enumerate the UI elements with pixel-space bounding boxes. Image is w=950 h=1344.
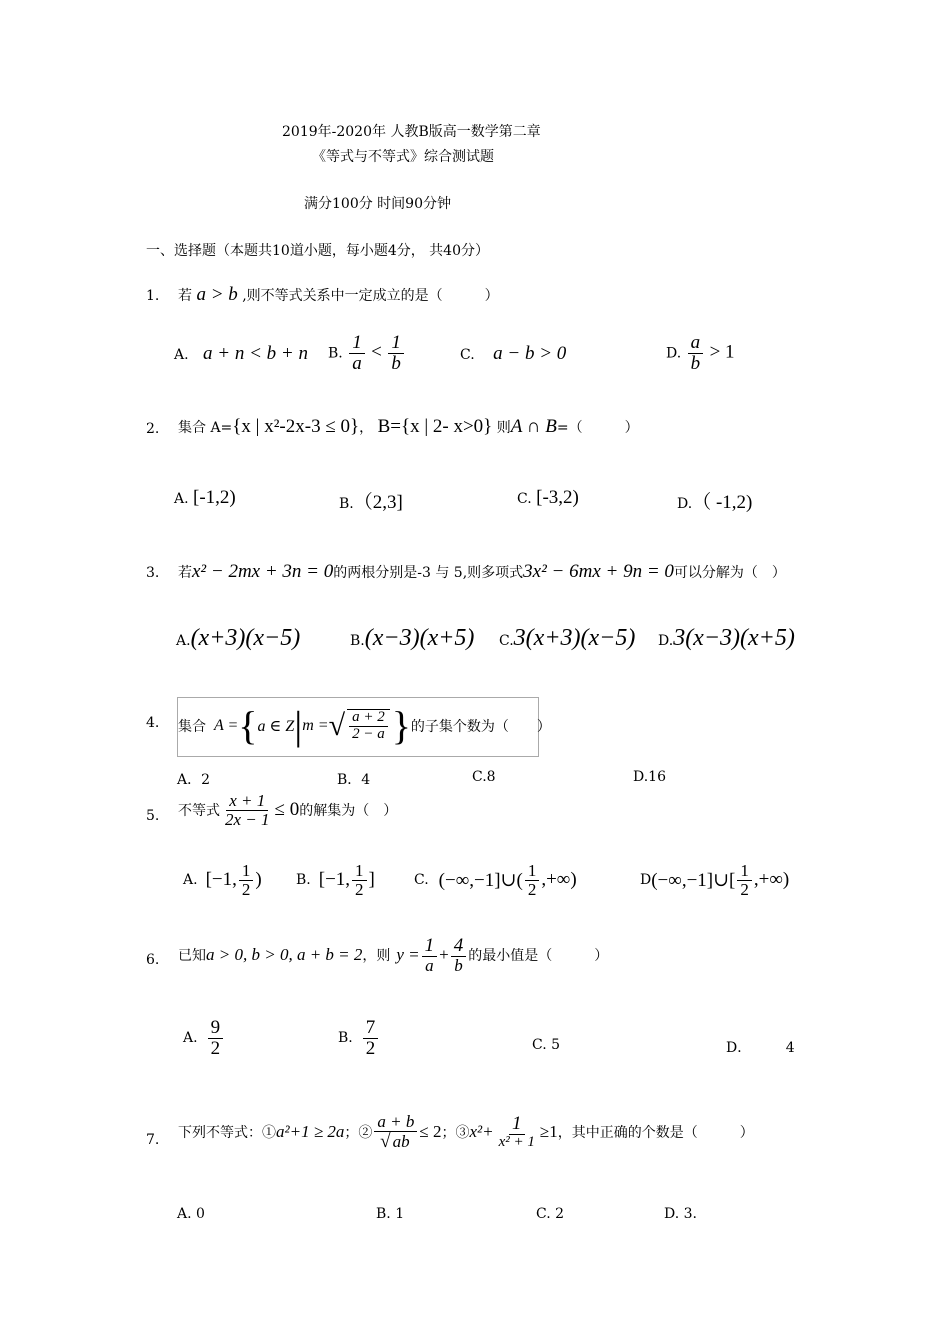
option-value: （ -1,2): [692, 492, 753, 513]
question-number: 1.: [146, 288, 160, 304]
fraction: $\frac{7}{2}$: [363, 1018, 379, 1059]
option-c: C. 2: [536, 1206, 565, 1222]
option-value: 3(x+3)(x−5): [513, 625, 636, 651]
option-label: B.: [328, 345, 343, 362]
fraction: $\frac{1}{a}$: [422, 936, 438, 975]
stem-text: ，其中正确的个数是（ ）: [557, 1125, 754, 1142]
question-number: 6.: [146, 952, 160, 968]
stem-text: 的解集为（ ）: [299, 803, 398, 820]
radical-fraction: $\frac{a + 2}{2 - a}$: [347, 709, 390, 743]
question-stem: [178, 416, 639, 438]
fraction: $\frac{1}{2}$: [239, 862, 254, 899]
option-value: （2,3]: [353, 492, 403, 513]
option-c: [517, 487, 579, 509]
question-stem: [178, 700, 551, 752]
option-d: [666, 333, 735, 374]
stem-text: 则: [496, 420, 511, 436]
option-a: [176, 625, 300, 652]
stem-text: 的两根分别是-3 与 5,则多项式: [333, 565, 524, 581]
stem-text: ；③: [441, 1125, 470, 1142]
set-divider: |: [294, 703, 303, 748]
option-d: D. 3.: [664, 1206, 697, 1222]
sqrt-icon: √: [380, 1130, 391, 1152]
option-label: A.: [183, 1030, 198, 1047]
option-label: D: [640, 872, 652, 889]
question-number: 3.: [146, 565, 160, 581]
stem-text: =（ ）: [556, 420, 639, 436]
option-label: B.: [350, 633, 365, 649]
math-condition: a > 0, b > 0, a + b = 2: [206, 945, 363, 965]
option-label: C.: [517, 491, 532, 507]
option-label: A.: [183, 872, 198, 889]
option-label: B.: [338, 1030, 353, 1047]
option-d: [726, 1037, 795, 1057]
math-expr: y =: [396, 945, 420, 965]
math-condition: a > b: [196, 284, 238, 305]
question-number: 2.: [146, 421, 160, 437]
option-a: [174, 343, 308, 365]
stem-text: ；②: [344, 1125, 373, 1142]
option-a: A. 0: [177, 1206, 205, 1222]
math-expr: x²+: [469, 1122, 494, 1142]
option-c: C. 5: [532, 1037, 561, 1053]
option-value: ,+∞): [753, 869, 790, 891]
stem-text: ,则不等式关系中一定成立的是（ ）: [242, 288, 499, 304]
equation: x² − 2mx + 3n = 0: [192, 561, 334, 582]
option-label: D．: [726, 1040, 752, 1056]
option-label: A.: [176, 633, 191, 649]
fraction: $\frac{1}{2}$: [352, 862, 367, 899]
stem-text: 可以分解为（ ）: [673, 565, 786, 581]
doc-title-line1: 2019年-2020年 人教B版高一数学第二章: [282, 124, 541, 140]
option-label: C.: [499, 633, 514, 649]
inequality: a²+1 ≥ 2a: [276, 1122, 345, 1142]
option-label: D.: [666, 345, 682, 362]
stem-text: 若: [178, 565, 192, 581]
option-b: [296, 862, 375, 899]
option-value: [−1,: [205, 869, 237, 891]
option-b: [339, 487, 403, 514]
brace-open: {: [238, 703, 258, 748]
option-label: B.: [296, 872, 311, 889]
set-a: {x | x²-2x-3 ≤ 0}: [232, 416, 360, 437]
option-c: [414, 862, 577, 899]
fraction: $\frac{1}{a}$: [349, 333, 365, 374]
question-stem: [178, 284, 499, 306]
fraction: $\frac{1}{2}$: [525, 862, 540, 899]
relation: ≤ 0: [274, 799, 300, 821]
stem-text: 集合 A=: [178, 420, 233, 436]
fraction: $\frac{1}{\text{x² + 1}}$: [498, 1113, 535, 1150]
option-value: 4: [785, 1040, 795, 1056]
option-value: [−1,: [318, 869, 351, 891]
option-label: B.: [339, 496, 354, 512]
set-element: a ∈ Z: [257, 718, 295, 735]
option-b: [328, 333, 406, 374]
sqrt-icon: √: [328, 709, 346, 742]
option-b: B．4: [337, 772, 371, 788]
option-c: [460, 343, 566, 365]
option-label: C.: [460, 347, 475, 363]
option-a: [183, 862, 262, 899]
set-b: B={x | 2- x>0}: [377, 416, 493, 437]
operator: <: [371, 341, 382, 363]
stem-text: 的子集个数为（ ）: [410, 719, 551, 735]
operator: +: [439, 945, 449, 965]
option-value: (−∞,−1]∪[: [651, 869, 736, 891]
option-value: ): [255, 869, 262, 891]
doc-title-line2: 《等式与不等式》综合测试题: [312, 149, 494, 165]
doc-meta: 满分100分 时间90分钟: [304, 196, 451, 212]
stem-text: ，则: [362, 948, 391, 965]
option-value: (x+3)(x−5): [190, 625, 301, 651]
option-d: [640, 862, 789, 899]
option-value: ]: [368, 869, 375, 891]
option-d: D.16: [633, 769, 666, 785]
fraction: $\frac{a + b}{√ ab}$: [374, 1113, 417, 1152]
option-label: D.: [658, 633, 674, 649]
question-stem: [178, 936, 608, 975]
question-number: 5.: [146, 808, 160, 824]
option-c: C.8: [472, 769, 496, 785]
equation: 3x² − 6mx + 9n = 0: [523, 561, 674, 582]
option-math: a − b > 0: [493, 343, 567, 364]
option-label: D.: [677, 496, 693, 512]
option-d: [677, 487, 752, 514]
relation: ≤ 2: [419, 1122, 442, 1142]
option-label: A.: [174, 347, 189, 363]
option-label: C.: [414, 872, 429, 889]
question-stem: [178, 1113, 754, 1152]
stem-text: 下列不等式：①: [178, 1125, 276, 1142]
set-condition: m =: [302, 717, 329, 734]
option-math: a + n < b + n: [203, 343, 308, 364]
option-d: [658, 625, 795, 652]
option-label: A.: [174, 491, 189, 507]
option-b: [338, 1018, 380, 1059]
brace-close: }: [391, 703, 411, 748]
question-stem: [178, 792, 397, 829]
stem-text: 不等式: [178, 803, 220, 820]
option-a: [183, 1018, 225, 1059]
option-a: [174, 487, 236, 509]
stem-text: 的最小值是（ ）: [468, 948, 609, 965]
section-heading: 一、选择题（本题共10道小题，每小题4分， 共40分）: [146, 243, 489, 259]
fraction: $\frac{1}{2}$: [737, 862, 752, 899]
fraction: $\frac{9}{2}$: [208, 1018, 224, 1059]
option-a: A．2: [177, 772, 211, 788]
option-c: [499, 625, 635, 652]
option-value: (x−3)(x+5): [364, 625, 475, 651]
option-b: [350, 625, 474, 652]
option-value: [-1,2): [193, 487, 236, 508]
fraction: $\frac{4}{b}$: [451, 936, 467, 975]
option-value: [-3,2): [536, 487, 579, 508]
fraction: $\frac{x + 1}{2x - 1}$: [225, 791, 270, 829]
set-name: A =: [214, 717, 239, 734]
math-expr: A ∩ B: [510, 416, 557, 437]
stem-text: 已知: [178, 948, 206, 965]
option-b: B. 1: [376, 1206, 405, 1222]
fraction: $\frac{a}{b}$: [688, 333, 704, 374]
question-stem: [178, 561, 786, 583]
option-value: ,+∞): [541, 869, 577, 891]
stem-text: ，: [359, 420, 374, 436]
fraction: $\frac{1}{b}$: [388, 333, 404, 374]
relation: ≥1: [539, 1122, 558, 1142]
option-value: (−∞,−1]∪(: [438, 869, 523, 891]
question-number: 4.: [146, 715, 160, 731]
operator: > 1: [709, 341, 735, 363]
option-value: 3(x−3)(x+5): [673, 625, 795, 651]
question-number: 7.: [146, 1132, 160, 1148]
stem-text: 集合: [178, 719, 206, 735]
stem-text: 若: [178, 288, 192, 304]
